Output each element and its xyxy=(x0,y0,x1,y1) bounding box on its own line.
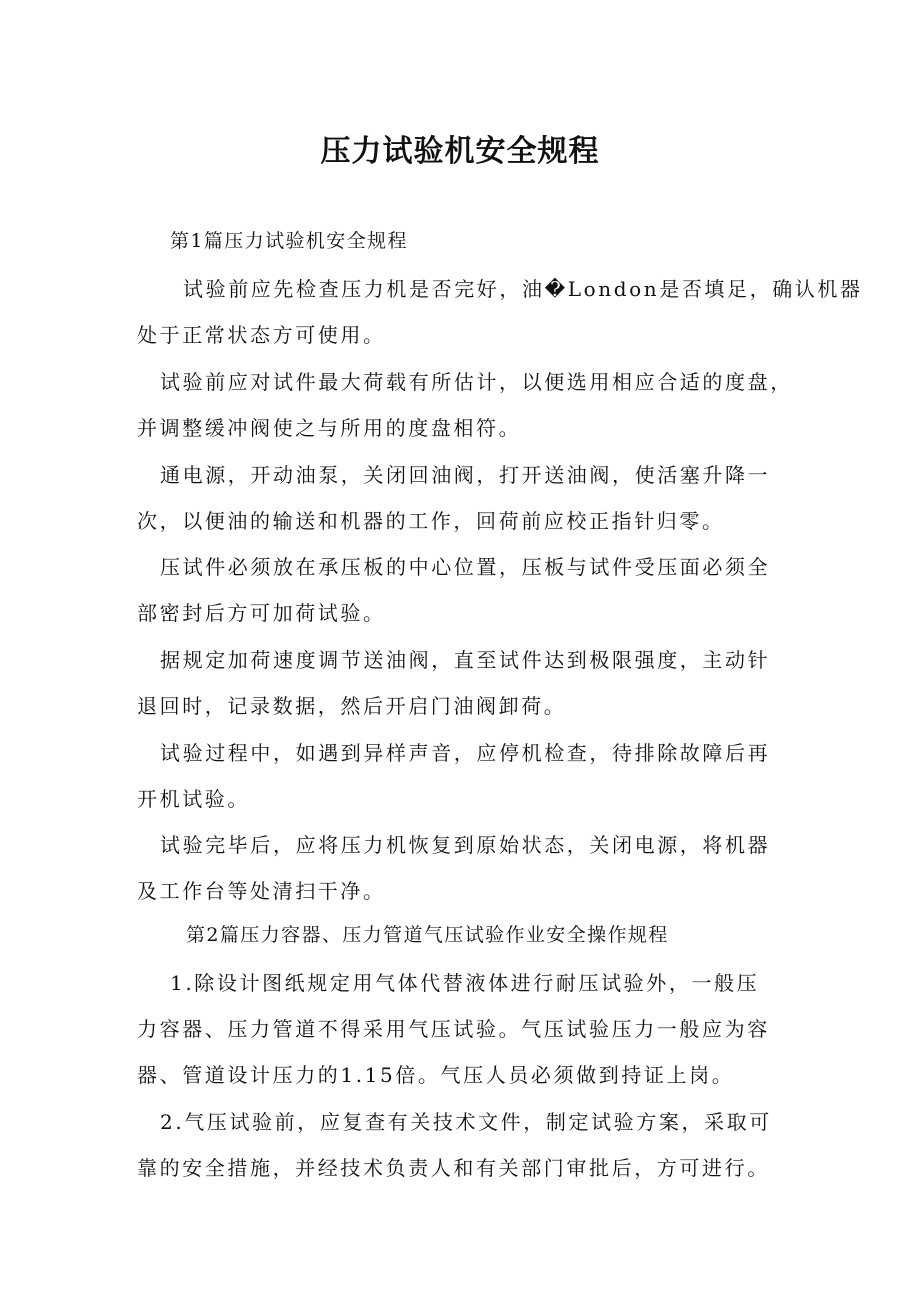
paragraph-2-line-2: 并调整缓冲阀使之与所用的度盘相符。 xyxy=(137,416,522,440)
paragraph-3-line-2: 次，以便油的输送和机器的工作，回荷前应校正指针归零。 xyxy=(137,509,725,533)
paragraph-3-line-1: 通电源，开动油泵，关闭回油阀，打开送油阀，使活塞升降一 xyxy=(160,463,771,487)
paragraph-2-line-1: 试验前应对试件最大荷载有所估计，以便选用相应合适的度盘， xyxy=(160,370,793,394)
section-2-heading: 第2篇压力容器、压力管道气压试验作业安全操作规程 xyxy=(186,924,669,946)
section-1-heading: 第1篇压力试验机安全规程 xyxy=(170,230,408,252)
paragraph-6-line-2: 开机试验。 xyxy=(137,787,250,811)
paragraph-4-line-2: 部密封后方可加荷试验。 xyxy=(137,601,386,625)
paragraph-4-line-1: 压试件必须放在承压板的中心位置，压板与试件受压面必须全 xyxy=(160,555,771,579)
section-2-paragraph-1-line-2: 力容器、压力管道不得采用气压试验。气压试验压力一般应为容 xyxy=(137,1017,770,1041)
paragraph-6-line-1: 试验过程中，如遇到异样声音，应停机检查，待排除故障后再 xyxy=(160,741,771,765)
paragraph-7-line-2: 及工作台等处清扫干净。 xyxy=(137,879,386,903)
paragraph-7-line-1: 试验完毕后，应将压力机恢复到原始状态，关闭电源，将机器 xyxy=(160,833,771,857)
paragraph-1-line-2: 处于正常状态方可使用。 xyxy=(137,323,386,347)
paragraph-1-line-1: 试验前应先检查压力机是否完好，油�London是否填足，确认机器 xyxy=(183,277,863,301)
section-2-paragraph-2-line-1: 2.气压试验前，应复查有关技术文件，制定试验方案，采取可 xyxy=(160,1110,772,1134)
paragraph-5-line-2: 退回时，记录数据，然后开启门油阀卸荷。 xyxy=(137,694,567,718)
paragraph-5-line-1: 据规定加荷速度调节送油阀，直至试件达到极限强度，主动针 xyxy=(160,648,771,672)
section-2-paragraph-1-line-3: 器、管道设计压力的1.15倍。气压人员必须做到持证上岗。 xyxy=(137,1063,735,1087)
document-title: 压力试验机安全规程 xyxy=(320,134,600,169)
section-2-paragraph-2-line-2: 靠的安全措施，并经技术负责人和有关部门审批后，方可进行。 xyxy=(137,1156,770,1180)
section-2-paragraph-1-line-1: 1.除设计图纸规定用气体代替液体进行耐压试验外，一般压 xyxy=(170,971,760,995)
